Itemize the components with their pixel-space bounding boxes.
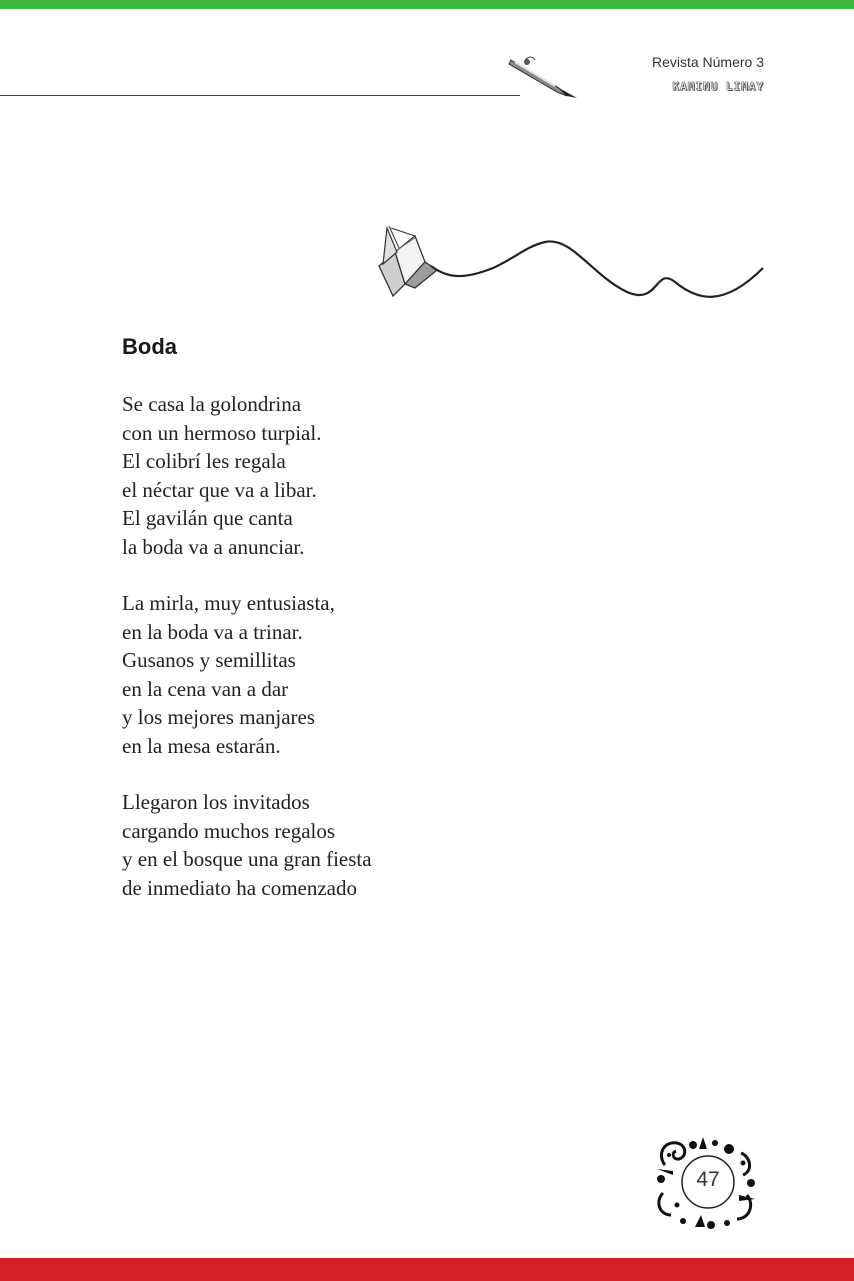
bottom-color-bar [0, 1258, 854, 1281]
poem-line: cargando muchos regalos [122, 818, 336, 843]
poem-line: en la mesa estarán. [122, 733, 281, 758]
poem-stanza-2 [122, 589, 335, 760]
poem-line: en la cena van a dar [122, 676, 289, 701]
poem-line: en la boda va a trinar. [122, 619, 303, 644]
poem-line: La mirla, muy entusiasta, [122, 591, 335, 615]
poem-line: El colibrí les regala [122, 449, 286, 473]
header-rule [0, 95, 520, 96]
fountain-pen-icon [505, 52, 580, 100]
open-book-icon [375, 218, 765, 308]
poem-line: y en el bosque una gran fiesta [122, 847, 372, 871]
poem-line: el néctar que va a libar. [122, 477, 317, 502]
issue-label: Revista Número 3 [651, 54, 764, 70]
poem-line: con un hermoso turpial. [122, 420, 322, 445]
poem-line: y los mejores manjares [122, 705, 316, 729]
poem-stanza-1 [122, 390, 321, 561]
poem-title: Boda [122, 334, 177, 359]
poem-line: El gavilán que canta [122, 506, 293, 530]
poem-line: Gusanos y semillitas [122, 648, 296, 672]
poem-line: Se casa la golondrina [122, 392, 302, 416]
top-color-bar [0, 0, 854, 9]
poem-line: de inmediato ha comenzado [122, 875, 357, 900]
magazine-logo: KAMINU LIMAY [672, 80, 764, 93]
poem-line: la boda va a anunciar. [122, 534, 305, 559]
poem-stanza-3 [122, 788, 372, 902]
page-number: 47 [696, 1168, 720, 1191]
poem-line: Llegaron los invitados [122, 790, 310, 814]
